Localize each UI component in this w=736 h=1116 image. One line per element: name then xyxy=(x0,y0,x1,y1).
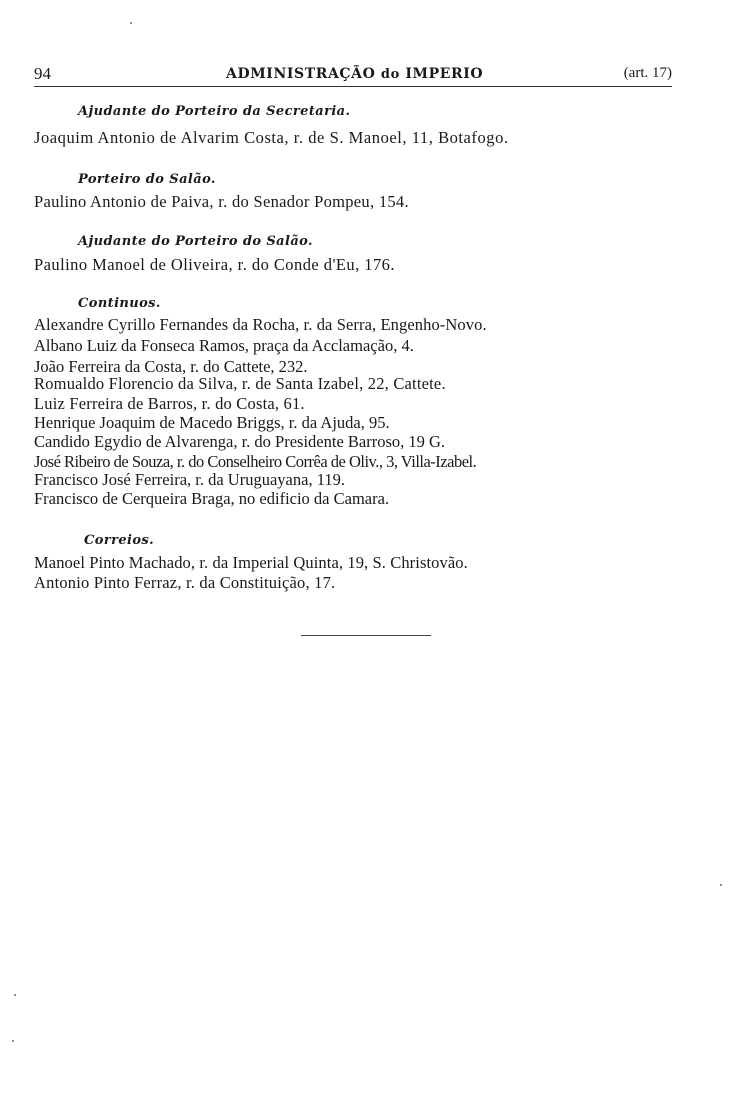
scan-speck xyxy=(14,994,16,996)
page-number: 94 xyxy=(34,64,51,83)
entry-line: Alexandre Cyrillo Fernandes da Rocha, r. da Serra, Engenho-Novo. xyxy=(34,315,487,334)
section-heading-ajudante-salao: Ajudante do Porteiro do Salão. xyxy=(78,234,313,249)
running-title-part2: do xyxy=(380,67,400,82)
entry-line: Antonio Pinto Ferraz, r. da Constituição, 17. xyxy=(34,573,336,592)
scan-speck xyxy=(12,1040,14,1042)
entry-line: Romualdo Florencio da Silva, r. de Santa Izabel, 22, Cattete. xyxy=(34,374,446,393)
entry-line: João Ferreira da Costa, r. do Cattete, 232. xyxy=(34,357,308,376)
entry-line: Paulino Manoel de Oliveira, r. do Conde d'Eu, 176. xyxy=(34,255,395,274)
entry-line: Manoel Pinto Machado, r. da Imperial Quinta, 19, S. Christovão. xyxy=(34,553,468,572)
section-heading-correios: Correios. xyxy=(84,533,155,548)
section-heading-porteiro-salao: Porteiro do Salão. xyxy=(78,172,216,187)
page-header xyxy=(34,64,674,88)
entry-line: Luiz Ferreira de Barros, r. do Costa, 61. xyxy=(34,394,305,413)
entry-line: Francisco de Cerqueira Braga, no edificio da Camara. xyxy=(34,489,390,508)
running-title-part1: ADMINISTRAÇÃO xyxy=(226,66,376,82)
entry-line: José Ribeiro de Souza, r. do Conselheiro Corrêa de Oliv., 3, Villa-Izabel. xyxy=(34,452,477,471)
entry-line: Candido Egydio de Alvarenga, r. do Presidente Barroso, 19 G. xyxy=(34,432,446,451)
scan-speck xyxy=(720,884,722,886)
entry-line: Joaquim Antonio de Alvarim Costa, r. de S. Manoel, 11, Botafogo. xyxy=(34,128,509,147)
header-rule xyxy=(34,86,672,87)
section-heading-ajudante-secretaria: Ajudante do Porteiro da Secretaria. xyxy=(78,104,351,119)
running-title-part3: IMPERIO xyxy=(405,66,484,82)
running-title xyxy=(226,66,483,82)
section-heading-continuos: Continuos. xyxy=(78,296,161,311)
entry-line: Henrique Joaquim de Macedo Briggs, r. da Ajuda, 95. xyxy=(34,413,390,432)
article-reference: (art. 17) xyxy=(623,65,672,81)
entry-line: Albano Luiz da Fonseca Ramos, praça da Acclamação, 4. xyxy=(34,336,414,355)
section-divider xyxy=(301,635,431,636)
entry-line: Paulino Antonio de Paiva, r. do Senador Pompeu, 154. xyxy=(34,192,409,211)
scan-speck xyxy=(130,22,132,24)
entry-line: Francisco José Ferreira, r. da Uruguayana, 119. xyxy=(34,470,345,489)
